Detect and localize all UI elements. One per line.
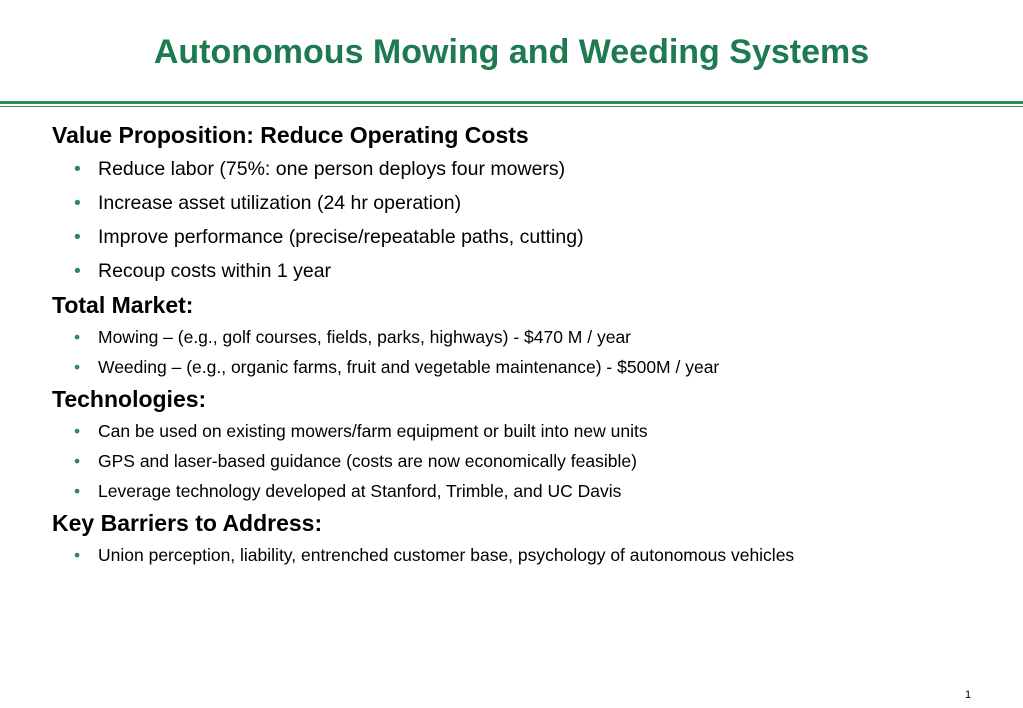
list-item-text: Leverage technology developed at Stanford, Trimble, and UC Davis (98, 481, 622, 501)
list-item (52, 254, 1002, 288)
list-item-text: Improve performance (precise/repeatable paths, cutting) (98, 226, 584, 248)
list-item-text: Can be used on existing mowers/farm equipment or built into new units (98, 421, 648, 441)
list-item (52, 352, 1002, 382)
bullet-icon: • (74, 357, 81, 377)
section-heading-key-barriers: Key Barriers to Address: (52, 510, 323, 536)
bullet-icon: • (74, 451, 81, 471)
list-item (52, 220, 1002, 254)
bullet-icon: • (74, 260, 81, 282)
list-item (52, 446, 1002, 476)
list-item-text: Reduce labor (75%: one person deploys four mowers) (98, 158, 566, 180)
bullet-icon: • (74, 327, 81, 347)
list-item-text: Weeding – (e.g., organic farms, fruit and vegetable maintenance) - $500M / year (98, 357, 720, 377)
list-item (52, 322, 1002, 352)
bullet-icon: • (74, 226, 81, 248)
list-item (52, 540, 1002, 570)
slide-content (52, 118, 1002, 570)
list-item (52, 416, 1002, 446)
slide-title: Autonomous Mowing and Weeding Systems (153, 33, 870, 71)
page-number: 1 (965, 689, 972, 701)
key-barriers-list (52, 540, 1002, 570)
list-item-text: Mowing – (e.g., golf courses, fields, parks, highways) - $470 M / year (98, 327, 632, 347)
section-heading-value-proposition: Value Proposition: Reduce Operating Costs (52, 122, 529, 148)
technologies-list (52, 416, 1002, 506)
list-item-text: Recoup costs within 1 year (98, 260, 332, 282)
title-divider-thin (0, 106, 1023, 107)
value-proposition-list (52, 152, 1002, 288)
section-heading-total-market: Total Market: (52, 292, 194, 318)
list-item (52, 476, 1002, 506)
bullet-icon: • (74, 481, 81, 501)
total-market-list (52, 322, 1002, 382)
bullet-icon: • (74, 158, 81, 180)
list-item (52, 186, 1002, 220)
bullet-icon: • (74, 421, 81, 441)
list-item (52, 152, 1002, 186)
bullet-icon: • (74, 545, 81, 565)
section-heading-technologies: Technologies: (52, 386, 207, 412)
list-item-text: Increase asset utilization (24 hr operation) (98, 192, 462, 214)
list-item-text: Union perception, liability, entrenched customer base, psychology of autonomous vehicles (98, 545, 795, 565)
title-divider (0, 101, 1023, 104)
bullet-icon: • (74, 192, 81, 214)
list-item-text: GPS and laser-based guidance (costs are now economically feasible) (98, 451, 637, 471)
